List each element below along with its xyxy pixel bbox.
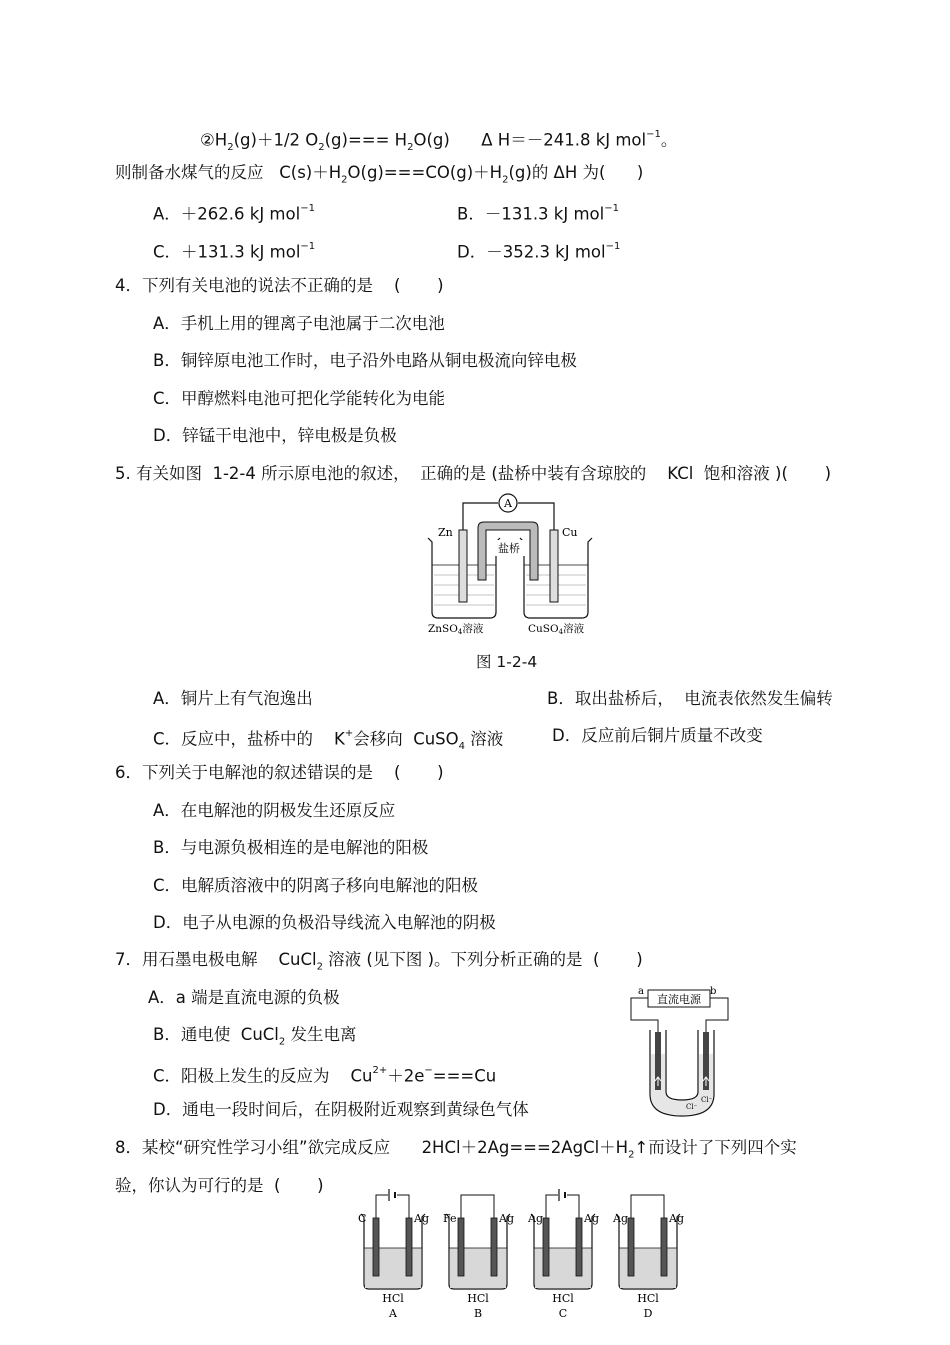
q7-option-b[interactable]: B．通电使 CuCl$_2$ 发生电离: [153, 1025, 357, 1048]
svg-text:b: b: [710, 986, 717, 997]
electrode-left-label: Ag: [613, 1212, 628, 1225]
q8-stem-line1: 8．某校“研究性学习小组”欲完成反应 $2HCl+2Ag===2AgCl+H_2↑$而设计了下列四个实: [115, 1138, 797, 1161]
q3-stem: 则制备水煤气的反应 $C(s)+H_2O(g)===CO(g)+H_2(g)$的 ΔH 为( ): [115, 163, 644, 186]
q4-option-a[interactable]: A．手机上用的锂离子电池属于二次电池: [153, 314, 445, 333]
svg-text:A: A: [504, 497, 512, 510]
q3-option-c[interactable]: C．＋131.3 kJ mol$^{-1}$: [153, 241, 316, 262]
q4-option-c[interactable]: C．甲醇燃料电池可把化学能转化为电能: [153, 389, 446, 408]
electrode-right: [406, 1218, 412, 1276]
electrode-right-label: Ag: [669, 1212, 684, 1225]
solution-label: HCl: [382, 1292, 404, 1305]
cell-label: C: [558, 1307, 568, 1320]
electrode-left: [458, 1218, 464, 1276]
electrode-left-label: Fe: [443, 1212, 457, 1225]
solution-label: HCl: [552, 1292, 574, 1305]
q7-option-c[interactable]: C．阳极上发生的反应为 $Cu^{2+}+2e^-===Cu$: [153, 1065, 497, 1086]
q3-option-a[interactable]: A．＋262.6 kJ mol$^{-1}$: [153, 203, 315, 224]
electrode-left: [543, 1218, 549, 1276]
solution-label: HCl: [637, 1292, 659, 1305]
cell-label: D: [643, 1307, 653, 1320]
zn-electrode: [459, 530, 467, 602]
q5-option-a[interactable]: A．铜片上有气泡逸出: [153, 689, 313, 708]
svg-text:Cu: Cu: [562, 526, 578, 539]
q6-stem: 6．下列关于电解池的叙述错误的是 ( ): [115, 763, 444, 782]
electrode-right-label: Ag: [584, 1212, 599, 1225]
electrode-right: [491, 1218, 497, 1276]
q5-option-b[interactable]: B．取出盐桥后， 电流表依然发生偏转: [547, 689, 833, 708]
q6-option-a[interactable]: A．在电解池的阴极发生还原反应: [153, 801, 396, 820]
q5-stem: 5. 有关如图 1-2-4 所示原电池的叙述， 正确的是 (盐桥中装有含琼胶的 KCl 饱和溶液 )( ): [115, 464, 832, 483]
q6-option-b[interactable]: B．与电源负极相连的是电解池的阳极: [153, 838, 429, 857]
svg-text:ZnSO4溶液: ZnSO4溶液: [428, 623, 484, 636]
q5-option-d[interactable]: D．反应前后铜片质量不改变: [552, 726, 763, 745]
q4-option-d[interactable]: D．锌锰干电池中，锌电极是负极: [153, 426, 397, 445]
svg-text:Zn: Zn: [438, 526, 453, 539]
q4-stem: 4．下列有关电池的说法不正确的是 ( ): [115, 276, 444, 295]
q3-option-b[interactable]: B．－131.3 kJ mol$^{-1}$: [457, 203, 619, 224]
electrode-right-label: Ag: [414, 1212, 429, 1225]
cu-electrode: [550, 530, 558, 602]
svg-text:Cl⁻: Cl⁻: [686, 1103, 698, 1111]
electrode-right: [661, 1218, 667, 1276]
q8-stem-line2: 验，你认为可行的是 ( ): [115, 1176, 324, 1195]
electrode-left-label: Ag: [528, 1212, 543, 1225]
q8-experiment-figures: [355, 1188, 695, 1323]
svg-text:Cl⁻: Cl⁻: [701, 1096, 713, 1104]
q3-option-d[interactable]: D．－352.3 kJ mol$^{-1}$: [457, 241, 621, 262]
electrode-left: [373, 1218, 379, 1276]
electrode-left: [628, 1218, 634, 1276]
galvanic-cell-figure: [420, 490, 600, 640]
figure-caption: 图 1-2-4: [476, 653, 538, 671]
q6-option-c[interactable]: C．电解质溶液中的阴离子移向电解池的阳极: [153, 876, 479, 895]
solution-label: HCl: [467, 1292, 489, 1305]
svg-text:直流电源: 直流电源: [657, 993, 701, 1006]
q7-option-d[interactable]: D．通电一段时间后，在阴极附近观察到黄绿色气体: [153, 1100, 529, 1119]
svg-text:a: a: [638, 986, 644, 997]
q7-option-a[interactable]: A．a 端是直流电源的负极: [148, 988, 340, 1007]
electrode-right-label: Ag: [499, 1212, 514, 1225]
equation-2: $②H_2(g)+1/2$ $O_2(g)=== H_2O(g)$ Δ H＝－241.8 kJ mol$^{-1}$。: [200, 129, 678, 153]
cell-label: B: [473, 1307, 483, 1320]
q7-stem: 7．用石墨电极电解 CuCl$_2$ 溶液 (见下图 )。下列分析正确的是 ( ): [115, 950, 643, 973]
q5-option-c[interactable]: C．反应中，盐桥中的 K+会移向 CuSO$_4$ 溶液: [153, 728, 504, 752]
svg-text:CuSO4溶液: CuSO4溶液: [528, 623, 585, 636]
electrode-right: [576, 1218, 582, 1276]
q6-option-d[interactable]: D．电子从电源的负极沿导线流入电解池的阴极: [153, 913, 496, 932]
svg-text:盐桥: 盐桥: [498, 542, 520, 555]
electrolysis-u-tube-figure: [628, 984, 734, 1122]
electrode-left-label: C: [358, 1212, 367, 1225]
cell-label: A: [389, 1307, 397, 1320]
q4-option-b[interactable]: B．铜锌原电池工作时，电子沿外电路从铜电极流向锌电极: [153, 351, 577, 370]
